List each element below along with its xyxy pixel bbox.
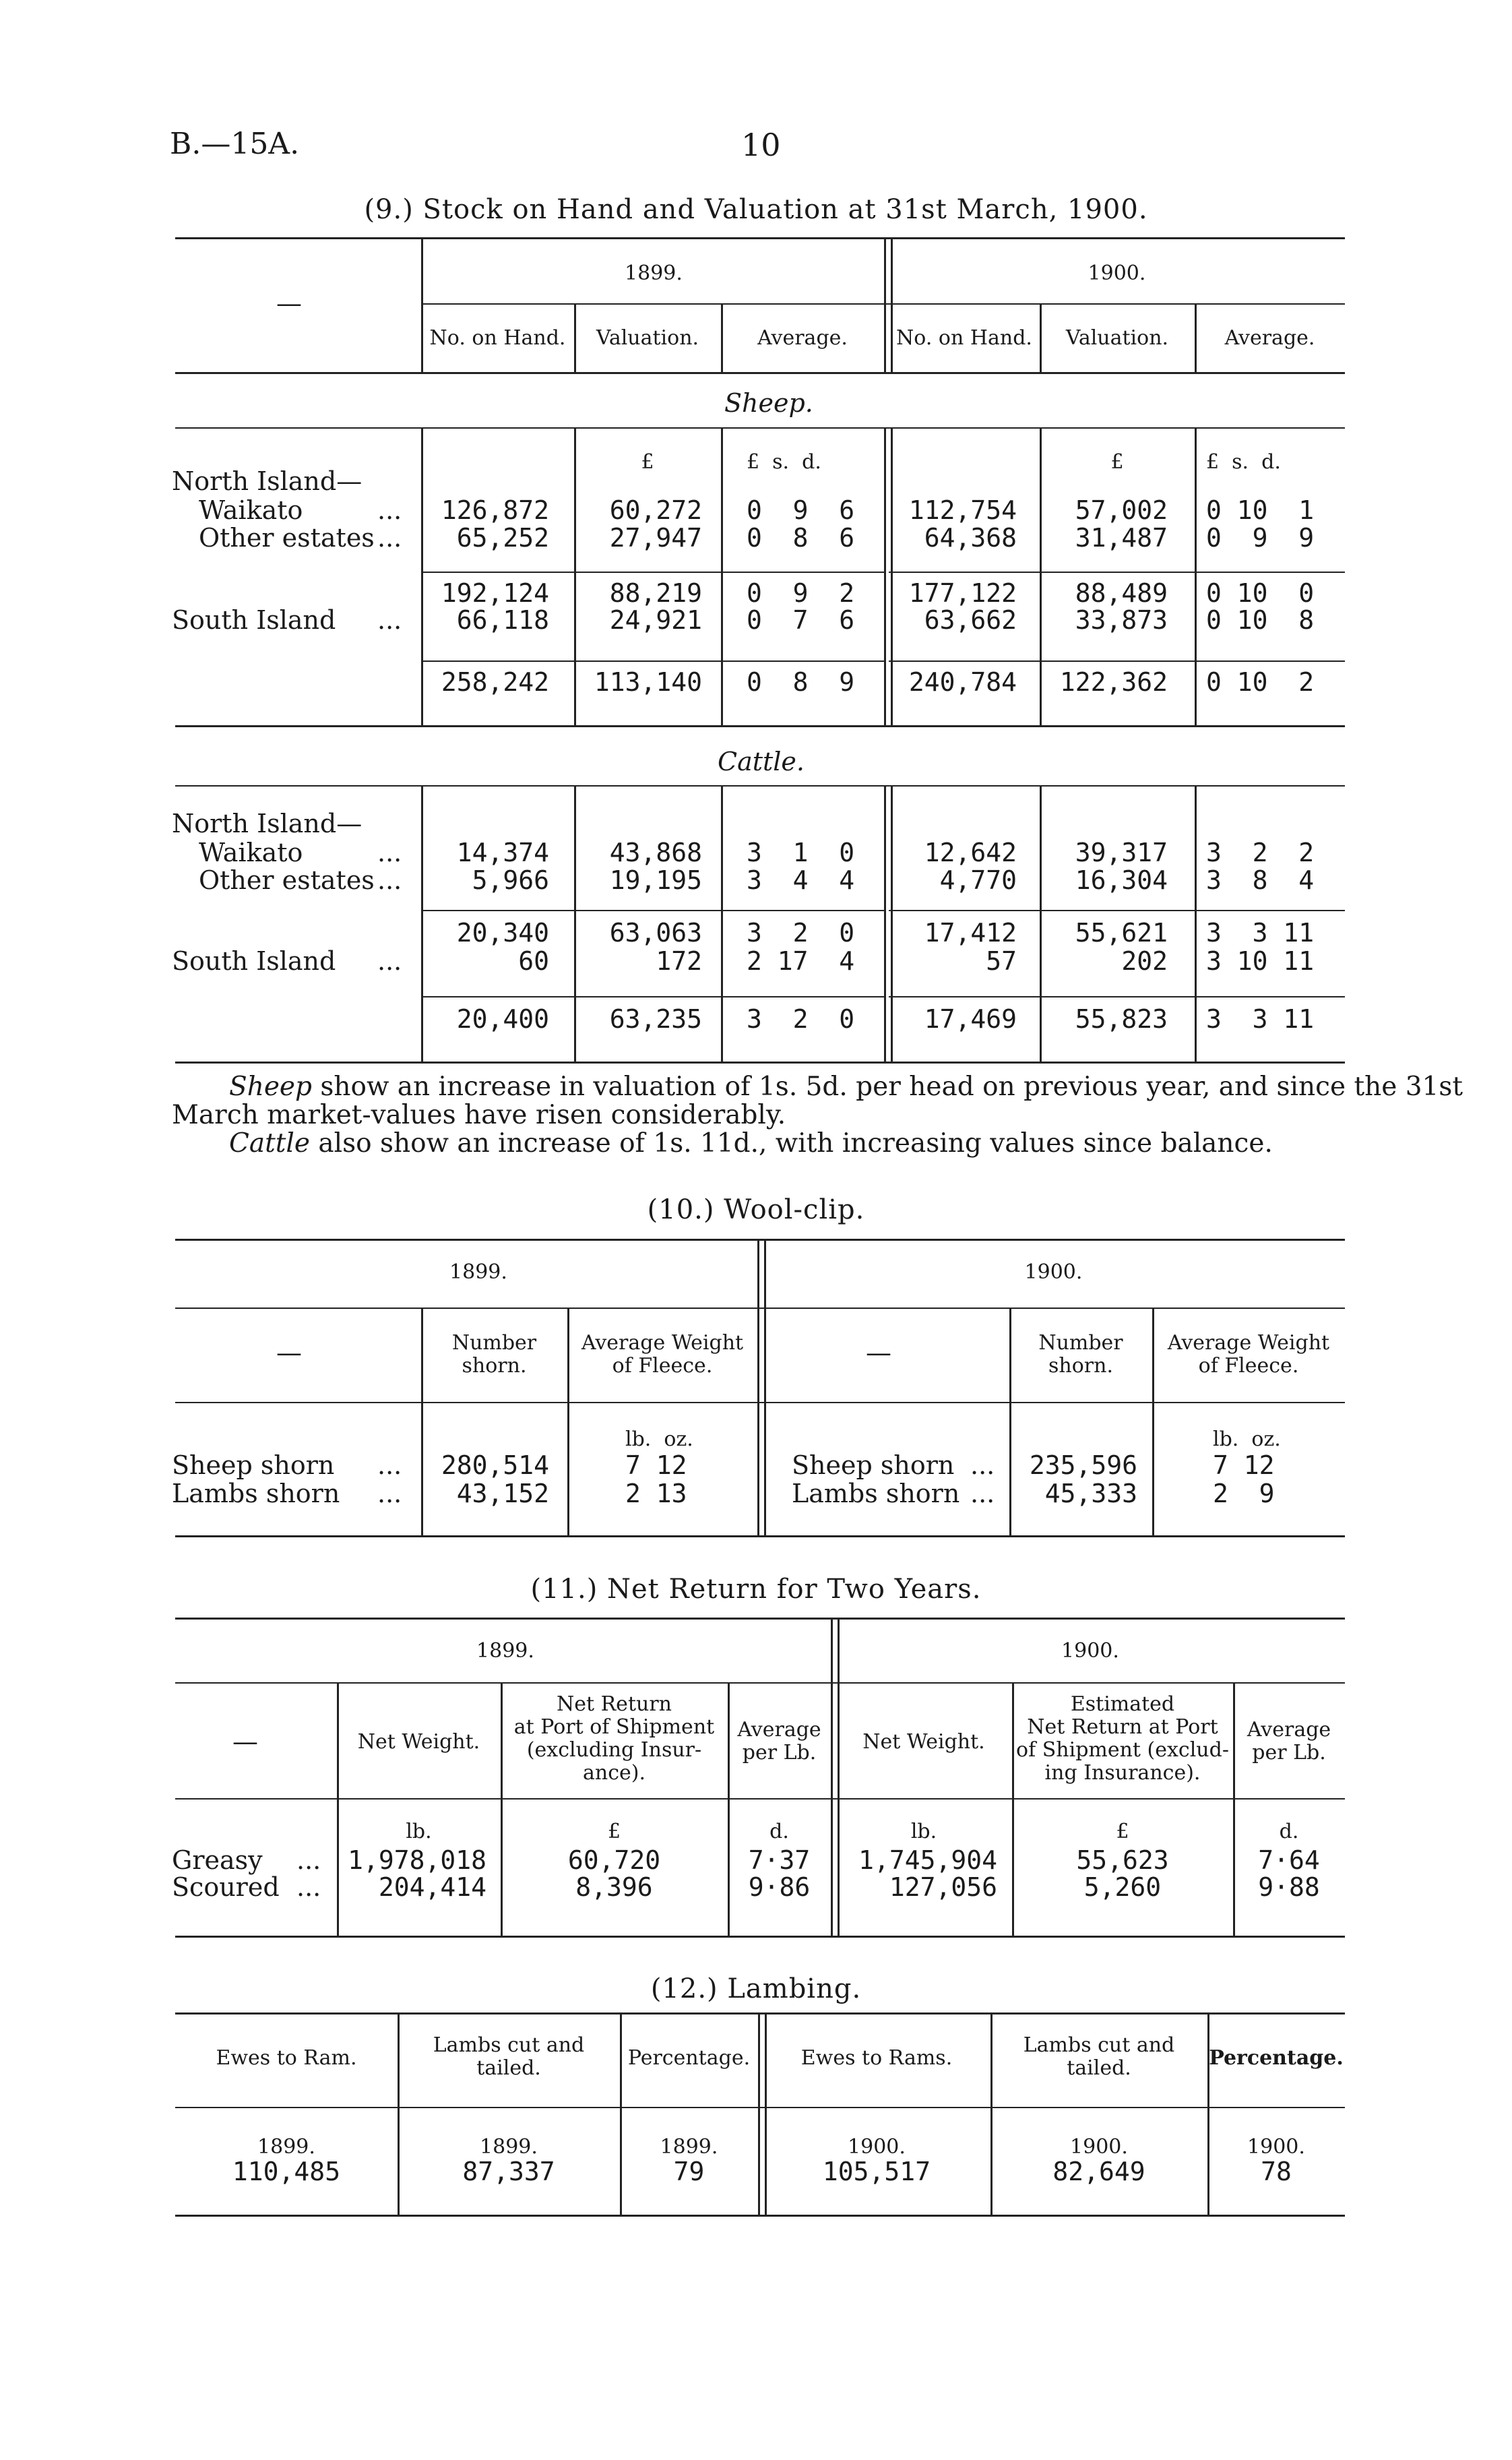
note-cattle-word: Cattle [229,1128,310,1159]
cell: 55,823 [1075,1004,1168,1034]
rule [421,996,886,997]
cell: 3 10 11 [1206,946,1315,976]
cell: 33,873 [1075,605,1168,635]
unit-pound: £ [607,1820,621,1843]
cell: 60,272 [609,495,702,525]
cell: 0 9 6 [747,495,855,525]
cell: 66,118 [456,605,549,635]
cell: 88,219 [609,578,702,608]
cell: 63,063 [609,918,702,948]
rule [889,996,1345,997]
col-estimated-net-return: Estimated Net Return at Port of Shipment (exclud- ing Insurance). [1016,1692,1229,1785]
cell: 0 8 6 [747,523,855,553]
stub-dash: — [866,1338,891,1367]
cell: 65,252 [456,523,549,553]
unit-pound: £ [1110,450,1124,474]
cell: 55,621 [1075,918,1168,948]
cell: 31,487 [1075,523,1168,553]
page-number: 10 [741,127,781,163]
rule [421,237,423,372]
stub-dash: — [276,1338,302,1367]
year-label: 1899. [660,2135,718,2159]
rule [175,725,1345,727]
cell: 45,333 [1044,1479,1137,1508]
cell: 60 [518,946,549,976]
section-sheep: Sheep. [724,388,813,418]
rule [889,910,1345,911]
unit-lsd: £ s. d. [1206,450,1281,474]
year-1899: 1899. [449,1260,507,1284]
leader-dots: ... [296,1872,321,1902]
cell: 3 8 4 [1206,865,1315,895]
cell: 8,396 [575,1872,653,1902]
cell: 127,056 [889,1872,997,1902]
col-ewes-to-rams: Ewes to Rams. [800,2046,953,2070]
row-label: Lambs shorn [792,1479,960,1508]
leader-dots: ... [970,1479,995,1508]
stub-dash: — [232,1727,258,1756]
rule [1195,427,1197,725]
unit-lb-oz: lb. oz. [625,1427,693,1451]
cell: 0 8 9 [747,667,855,697]
cell: 39,317 [1075,838,1168,867]
leader-dots: ... [377,1479,402,1508]
cell: 4,770 [939,865,1017,895]
unit-pence: d. [1279,1820,1299,1843]
section-cattle: Cattle. [718,747,805,776]
cell: 0 7 6 [747,605,855,635]
cell: 87,337 [462,2157,555,2186]
row-label-other-estates: Other estates [199,865,375,895]
leader-dots: ... [377,605,402,635]
rule [421,910,886,911]
cell: 43,152 [456,1479,549,1508]
cell: 12,642 [924,838,1017,867]
col-average: Average. [1224,326,1315,350]
col-average: Average. [757,326,848,350]
cell: 82,649 [1052,2157,1145,2186]
rule [175,2215,1345,2217]
table10-title: (10.) Wool-clip. [647,1194,865,1225]
col-lambs-cut: Lambs cut and tailed. [1023,2033,1175,2080]
cell: 192,124 [441,578,549,608]
cell: 60,720 [567,1845,661,1875]
rule [175,372,1345,374]
leader-dots: ... [970,1450,995,1480]
cell: 0 10 2 [1206,667,1315,697]
rule [884,237,893,372]
col-ewes-to-ram: Ewes to Ram. [216,2046,357,2070]
stub-dash: — [276,288,302,318]
row-label-south-island: South Island [172,605,336,635]
unit-pound: £ [1116,1820,1129,1843]
note-sheep-text: show an increase in valuation of 1s. 5d. per head on previous year, and since the 31st [311,1072,1463,1102]
col-percentage: Percentage. [627,2046,751,2070]
note-cattle-text: also show an increase of 1s. 11d., with increasing values since balance. [310,1128,1273,1159]
cell: 0 10 8 [1206,605,1315,635]
cell: 105,517 [822,2157,931,2186]
rule [421,303,1345,305]
rule [421,660,886,662]
cell: 1,978,018 [348,1845,486,1875]
cell: 0 9 2 [747,578,855,608]
rule [175,427,1345,429]
cell: 177,122 [908,578,1017,608]
year-1899: 1899. [476,1639,534,1663]
cell: 235,596 [1029,1450,1137,1480]
unit-pence: d. [769,1820,789,1843]
rule [889,572,1345,573]
cell: 16,304 [1075,865,1168,895]
rule [721,427,723,725]
note-march: March market-values have risen considerably. [172,1100,786,1130]
cell: 55,623 [1076,1845,1169,1875]
cell: 172 [656,946,702,976]
row-label: Greasy [172,1845,263,1875]
leader-dots: ... [377,495,402,525]
rule [889,660,1345,662]
cell: 7 12 [625,1450,687,1480]
rule [175,1535,1345,1537]
cell: 202 [1121,946,1168,976]
cell: 0 10 0 [1206,578,1315,608]
rule [175,1618,1345,1620]
col-lambs-cut: Lambs cut and tailed. [433,2033,585,2080]
cell: 7·64 [1258,1845,1320,1875]
cell: 1,745,904 [858,1845,997,1875]
leader-dots: ... [377,838,402,867]
rule [1195,785,1197,1062]
note-cattle [229,1128,1273,1159]
cell: 5,260 [1083,1872,1162,1902]
row-label-south-island: South Island [172,946,336,976]
leader-dots: ... [377,946,402,976]
unit-pound: £ [641,450,654,474]
cell: 63,235 [609,1004,702,1034]
unit-lb: lb. [910,1820,937,1843]
col-number-shorn: Number shorn. [451,1331,537,1378]
cell: 57,002 [1075,495,1168,525]
cell: 2 9 [1213,1479,1275,1508]
cell: 3 4 4 [747,865,855,895]
rule [721,785,723,1062]
cell: 17,412 [924,918,1017,948]
table9-title: (9.) Stock on Hand and Valuation at 31st March, 1900. [364,194,1148,225]
cell: 0 9 9 [1206,523,1315,553]
cell: 2 13 [625,1479,687,1508]
cell: 20,400 [456,1004,549,1034]
rule [175,1062,1345,1064]
row-label: Scoured [172,1872,280,1902]
col-number-shorn: Number shorn. [1038,1331,1123,1378]
note-sheep [229,1072,1463,1102]
leader-dots: ... [296,1845,321,1875]
row-label-waikato: Waikato [199,495,303,525]
row-label-waikato: Waikato [199,838,303,867]
rule [421,572,886,573]
cell: 110,485 [232,2157,341,2186]
rule [175,1682,1345,1684]
year-label: 1900. [1070,2135,1128,2159]
year-label: 1899. [480,2135,538,2159]
cell: 280,514 [441,1450,549,1480]
leader-dots: ... [377,1450,402,1480]
col-net-return: Net Return at Port of Shipment (excluding Insur- ance). [513,1692,715,1785]
cell: 3 1 0 [747,838,855,867]
unit-lb-oz: lb. oz. [1213,1427,1281,1451]
table11-title: (11.) Net Return for Two Years. [530,1574,982,1605]
unit-lb: lb. [406,1820,432,1843]
col-no-on-hand: No. on Hand. [896,326,1032,350]
note-sheep-word: Sheep [229,1072,312,1102]
rule [175,1936,1345,1938]
cell: 43,868 [609,838,702,867]
cell: 3 3 11 [1206,1004,1315,1034]
cell: 57 [986,946,1017,976]
cell: 2 17 4 [747,946,855,976]
unit-lsd: £ s. d. [747,450,821,474]
year-label: 1900. [848,2135,906,2159]
leader-dots: ... [377,523,402,553]
year-1899: 1899. [625,262,683,285]
cell: 7·37 [748,1845,811,1875]
cell: 204,414 [378,1872,486,1902]
document-code: B.—15A. [170,127,300,161]
cell: 19,195 [609,865,702,895]
cell: 27,947 [609,523,702,553]
cell: 3 2 0 [747,1004,855,1034]
cell: 240,784 [908,667,1017,697]
col-average-weight: Average Weight of Fleece. [581,1331,744,1378]
cell: 9·86 [748,1872,811,1902]
cell: 14,374 [456,838,549,867]
cell: 258,242 [441,667,549,697]
cell: 122,362 [1059,667,1168,697]
col-average-per-lb: Average per Lb. [1247,1718,1331,1764]
leader-dots: ... [377,865,402,895]
cell: 17,469 [924,1004,1017,1034]
cell: 78 [1261,2157,1292,2186]
year-1900: 1900. [1061,1639,1119,1663]
cell: 63,662 [924,605,1017,635]
col-valuation: Valuation. [596,326,699,350]
year-label: 1899. [257,2135,315,2159]
rule [175,1798,1345,1800]
year-label: 1900. [1247,2135,1305,2159]
cell: 0 10 1 [1206,495,1315,525]
cell: 24,921 [609,605,702,635]
rule [175,237,1345,239]
col-average-per-lb: Average per Lb. [737,1718,821,1764]
col-net-weight: Net Weight. [357,1730,480,1754]
cell: 79 [673,2157,705,2186]
row-label-other-estates: Other estates [199,523,375,553]
cell: 5,966 [472,865,549,895]
cell: 88,489 [1075,578,1168,608]
table12-title: (12.) Lambing. [650,1973,862,2004]
cell: 112,754 [908,495,1017,525]
cell: 20,340 [456,918,549,948]
col-net-weight: Net Weight. [862,1730,985,1754]
cell: 7 12 [1213,1450,1275,1480]
col-valuation: Valuation. [1065,326,1169,350]
cell: 9·88 [1258,1872,1320,1902]
cell: 126,872 [441,495,549,525]
row-label: Sheep shorn [792,1450,955,1480]
row-label-north-island: North Island— [172,466,363,496]
cell: 64,368 [924,523,1017,553]
row-label: Lambs shorn [172,1479,340,1508]
row-label: Sheep shorn [172,1450,335,1480]
cell: 113,140 [594,667,702,697]
col-percentage: Percentage. [1209,2046,1344,2070]
row-label-north-island: North Island— [172,809,363,838]
col-average-weight: Average Weight of Fleece. [1167,1331,1330,1378]
year-1900: 1900. [1088,262,1146,285]
col-no-on-hand: No. on Hand. [429,326,566,350]
cell: 3 2 0 [747,918,855,948]
cell: 3 2 2 [1206,838,1315,867]
cell: 3 3 11 [1206,918,1315,948]
year-1900: 1900. [1024,1260,1083,1284]
rule [175,785,1345,787]
